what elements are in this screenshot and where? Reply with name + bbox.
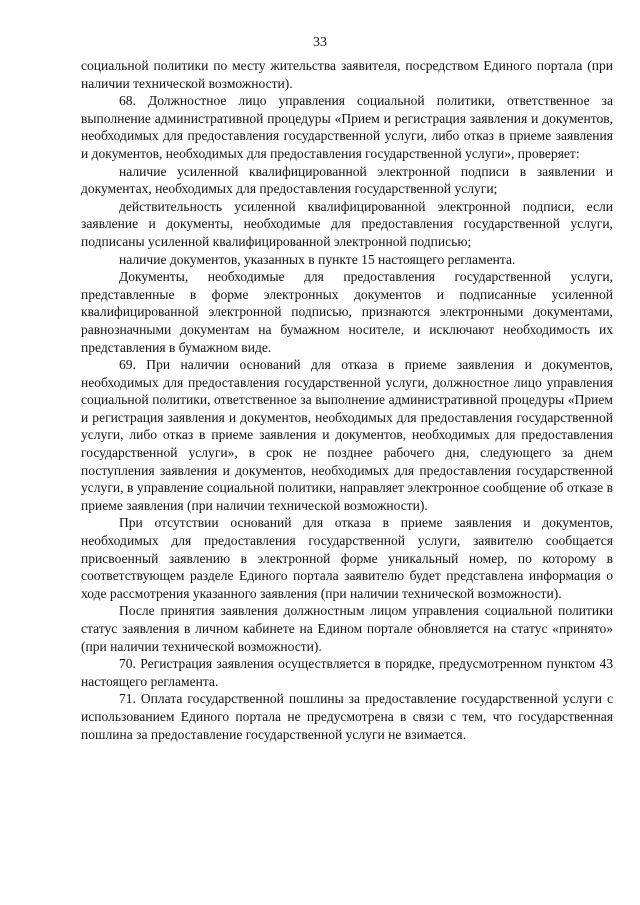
paragraph-check-documents: наличие документов, указанных в пункте 15 настоящего регламента. (119, 251, 516, 267)
paragraph-check-validity: действительность усиленной квалифицированной электронной подписи, если заявление и документы, необходимые для предоставления государственной услуги, подписаны усиленной квалифицированной электронной подписью; (81, 198, 613, 249)
paragraph-item-70: 70. Регистрация заявления осуществляется в порядке, предусмотренном пунктом 43 настоящего регламента. (81, 656, 613, 689)
paragraph-item-69: 69. При наличии оснований для отказа в приеме заявления и документов, необходимых для предоставления государственной услуги, должностное лицо управления социальной политики, ответственное за выполнение административной процедуры «Прием и регистрация заявления и документов, необходимых для предоставления государственной услуги, либо отказ в приеме заявления и документов, необходимых для предоставления государственной услуги», в срок не позднее рабочего дня, следующего за днем поступления заявления и документов, необходимых для предоставления государственной услуги, в управление социальной политики, направляет электронное сообщение об отказе в приеме заявления (при наличии технической возможности). (81, 357, 613, 513)
paragraph-item-71: 71. Оплата государственной пошлины за предоставление государственной услуги с использованием Единого портала не предусмотрена в связи с тем, что государственная пошлина за предоставление государственной услуги не взимается. (81, 691, 613, 742)
paragraph-electronic-documents: Документы, необходимые для предоставления государственной услуги, представленные в форме электронных документов и подписанные усиленной квалифицированной электронной подписью, признаются электронными документами, равнозначными документам на бумажном носителе, и исключают необходимость их представления в бумажном виде. (81, 269, 613, 355)
document-body (81, 57, 613, 743)
paragraph-no-refusal-grounds: При отсутствии оснований для отказа в приеме заявления и документов, необходимых для предоставления государственной услуги, заявителю сообщается присвоенный заявлению в электронной форме уникальный номер, по которому в соответствующем разделе Единого портала заявителю будет представлена информация о ходе рассмотрения указанного заявления (при наличии технической возможности). (81, 515, 613, 601)
paragraph-check-signature: наличие усиленной квалифицированной электронной подписи в заявлении и документах, необходимых для предоставления государственной услуги; (81, 163, 613, 197)
paragraph-continuation: социальной политики по месту жительства заявителя, посредством Единого портала (при наличии технической возможности). (81, 58, 613, 91)
page-number: 33 (313, 35, 327, 50)
paragraph-item-68: 68. Должностное лицо управления социальной политики, ответственное за выполнение административной процедуры «Прием и регистрация заявления и документов, необходимых для предоставления государственной услуги, либо отказ в приеме заявления и документов, необходимых для предоставления государственной услуги», проверяет: (81, 93, 613, 161)
paragraph-status-update: После принятия заявления должностным лицом управления социальной политики статус заявления в личном кабинете на Едином портале обновляется на статус «принято» (при наличии технической возможности). (81, 603, 613, 654)
